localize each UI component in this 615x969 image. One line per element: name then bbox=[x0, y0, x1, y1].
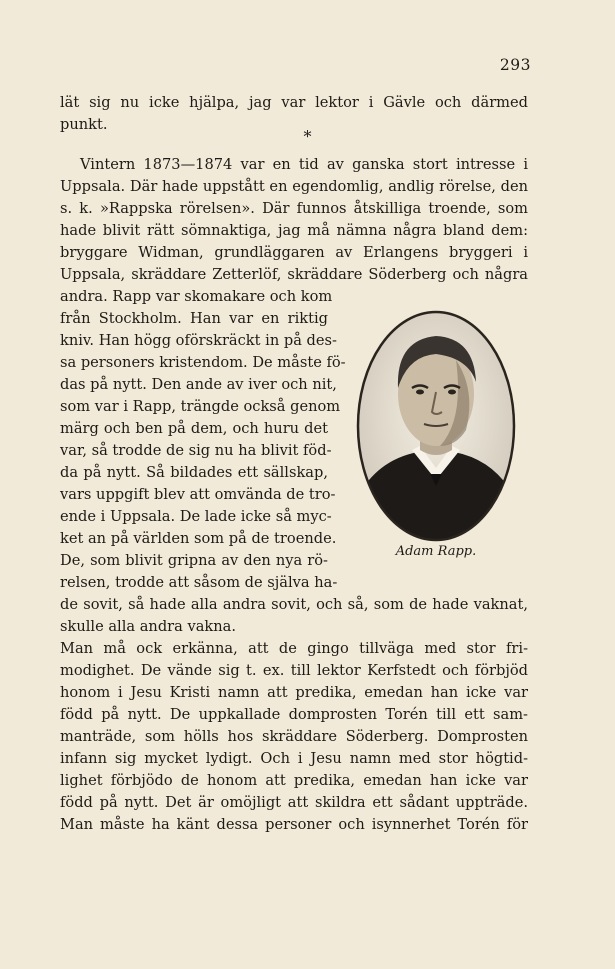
text-line: das på nytt. Den ande av iver och nit, bbox=[60, 376, 337, 393]
text-line: märg och ben på dem, och huru det bbox=[60, 420, 328, 437]
text-line: de sovit, så hade alla andra sovit, och så, som de hade vaknat, bbox=[60, 596, 528, 613]
text-line: var, så trodde de sig nu ha blivit föd- bbox=[60, 442, 332, 459]
text-line: punkt. bbox=[60, 116, 108, 133]
text-line: Man må ock erkänna, att de gingo tillväga med stor fri- bbox=[60, 640, 528, 657]
text-line: honom i Jesu Kristi namn att predika, emedan han icke var bbox=[60, 684, 528, 701]
text-line: ende i Uppsala. De lade icke så myc- bbox=[60, 508, 332, 525]
text-line: lät sig nu icke hjälpa, jag var lektor i Gävle och därmed bbox=[60, 94, 528, 111]
text-line: relsen, trodde att såsom de själva ha- bbox=[60, 574, 338, 591]
portrait-caption: Adam Rapp. bbox=[395, 544, 477, 559]
text-line: Man måste ha känt dessa personer och isynnerhet Torén för bbox=[60, 816, 528, 833]
text-line: modighet. De vände sig t. ex. till lektor Kerfstedt och förbjöd bbox=[60, 662, 528, 679]
text-line: Vintern 1873—1874 var en tid av ganska stort intresse i bbox=[80, 156, 528, 173]
text-line: född på nytt. De uppkallade domprosten Torén till ett sam- bbox=[60, 706, 528, 723]
text-line: som var i Rapp, trängde också genom bbox=[60, 398, 341, 415]
text-line: lighet förbjödo de honom att predika, emedan han icke var bbox=[60, 772, 528, 789]
text-line: ket an på världen som på de troende. bbox=[60, 530, 337, 547]
text-line: bryggare Widman, grundläggaren av Erlangens bryggeri i bbox=[60, 244, 528, 261]
text-line: da på nytt. Så bildades ett sällskap, bbox=[60, 464, 328, 481]
text-line: hade blivit rätt sömnaktiga, jag må nämna några bland dem: bbox=[60, 222, 528, 239]
text-line: s. k. »Rappska rörelsen». Där funnos åtskilliga troende, som bbox=[60, 200, 528, 217]
text-line: vars uppgift blev att omvända de tro- bbox=[60, 486, 336, 503]
text-line: kniv. Han högg oförskräckt in på des- bbox=[60, 332, 337, 349]
text-line: skulle alla andra vakna. bbox=[60, 618, 237, 635]
text-line: Uppsala, skräddare Zetterlöf, skräddare Söderberg och några bbox=[60, 266, 528, 283]
text-line: från Stockholm. Han var en riktig bbox=[60, 310, 328, 327]
portrait-image bbox=[356, 310, 516, 542]
text-line: andra. Rapp var skomakare och kom bbox=[60, 288, 333, 305]
text-line: manträde, som hölls hos skräddare Söderberg. Domprosten bbox=[60, 728, 528, 745]
text-line: De, som blivit gripna av den nya rö- bbox=[60, 552, 328, 569]
text-line: infann sig mycket lydigt. Och i Jesu namn med stor högtid- bbox=[60, 750, 528, 767]
text-line: född på nytt. Det är omöjligt att skildra ett sådant uppträde. bbox=[60, 794, 528, 811]
text-line: sa personers kristendom. De måste fö- bbox=[60, 354, 346, 371]
page-number: 293 bbox=[499, 56, 531, 74]
text-line: Uppsala. Där hade uppstått en egendomlig, andlig rörelse, den bbox=[60, 178, 528, 195]
section-separator: * bbox=[303, 127, 312, 146]
